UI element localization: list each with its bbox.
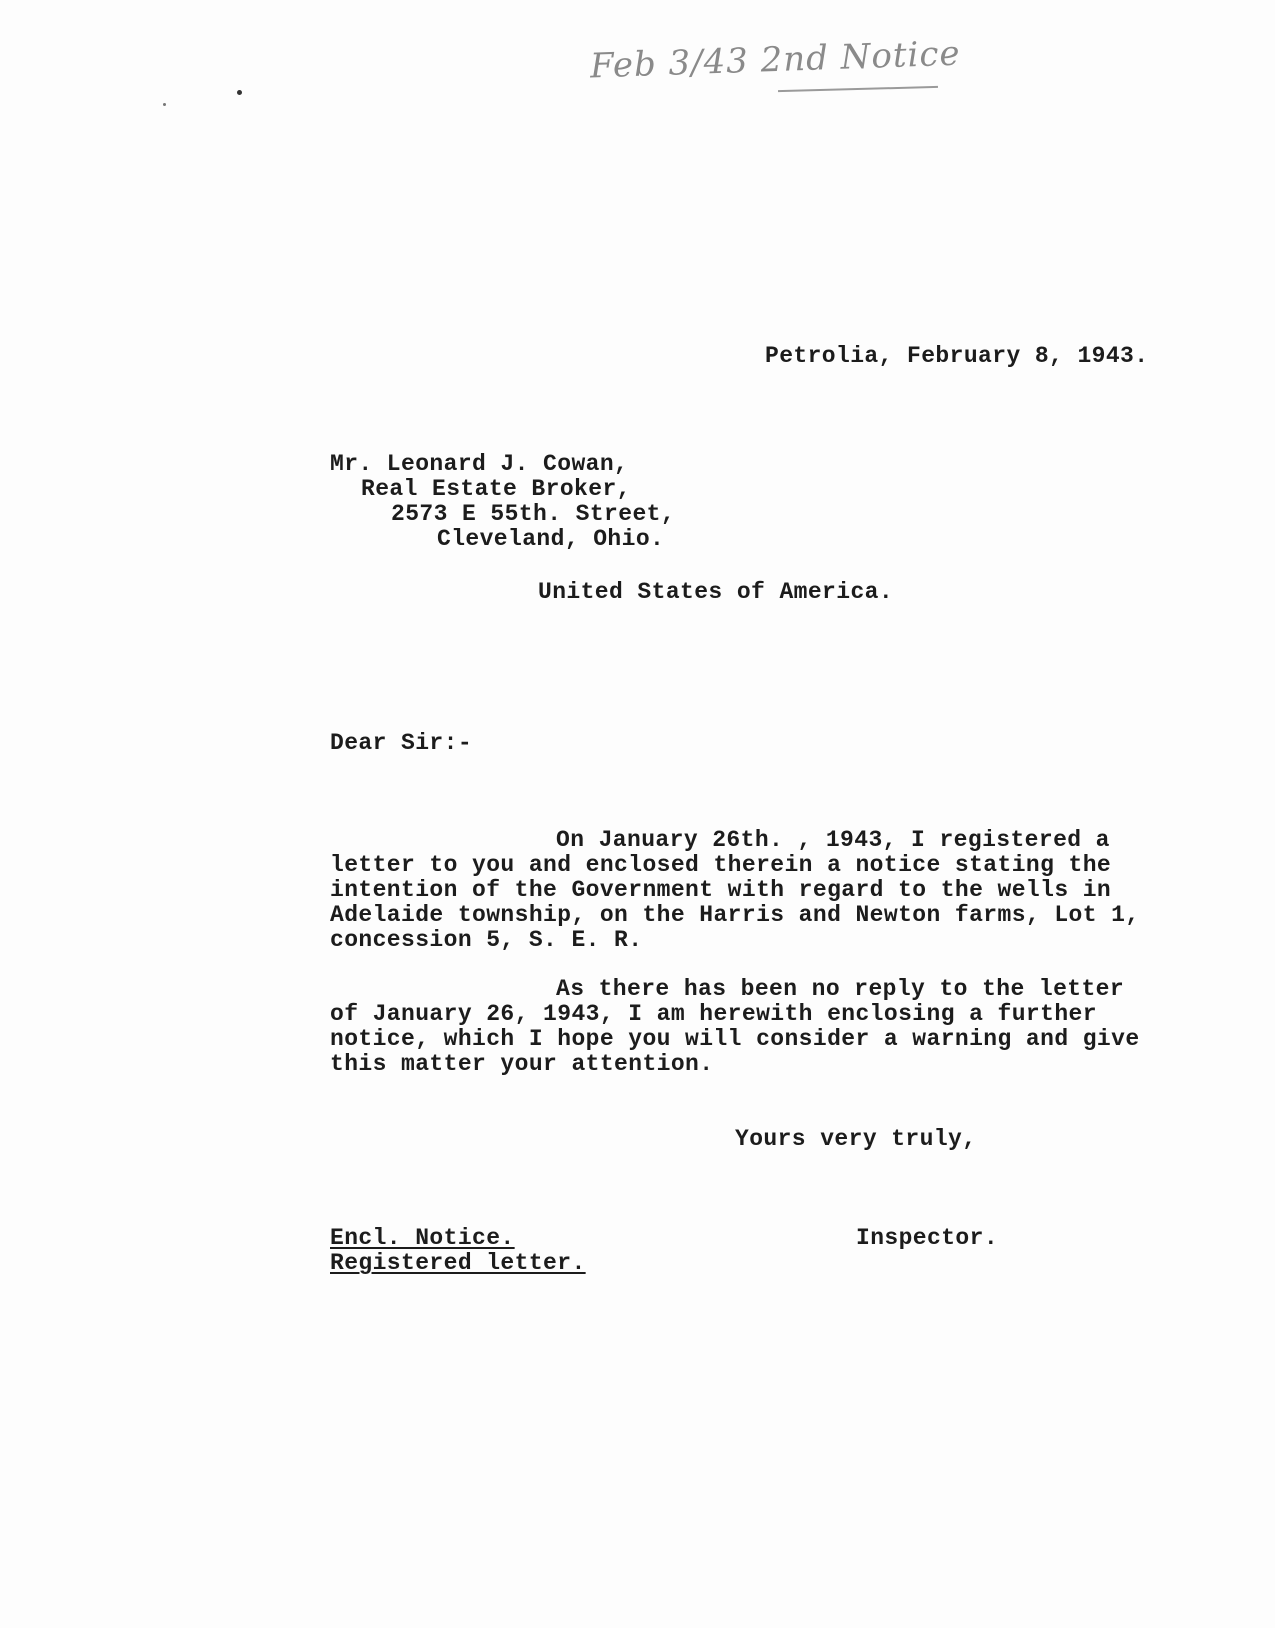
paper-speck <box>163 103 166 106</box>
paragraph2-line: notice, which I hope you will consider a warning and give <box>330 1026 1140 1052</box>
address-country: United States of America. <box>538 579 894 605</box>
paragraph2-line: of January 26, 1943, I am herewith enclosing a further <box>330 1001 1097 1027</box>
paper-speck <box>237 90 242 95</box>
paragraph1-line: Adelaide township, on the Harris and Newton farms, Lot 1, <box>330 902 1140 928</box>
closing: Yours very truly, <box>735 1126 977 1152</box>
paragraph2-line: this matter your attention. <box>330 1051 714 1077</box>
address-street: 2573 E 55th. Street, <box>391 501 676 527</box>
handwritten-annotation: Feb 3/43 2nd Notice <box>589 33 962 87</box>
paragraph2-line: As there has been no reply to the letter <box>556 976 1125 1002</box>
enclosure-registered: Registered letter. <box>330 1250 586 1276</box>
paragraph1-line: intention of the Government with regard to the wells in <box>330 877 1112 903</box>
address-title: Real Estate Broker, <box>361 476 631 502</box>
paragraph1-line: concession 5, S. E. R. <box>330 927 643 953</box>
date-line: Petrolia, February 8, 1943. <box>765 343 1149 369</box>
signature-title: Inspector. <box>856 1225 999 1251</box>
annotation-underline <box>778 86 938 92</box>
address-city: Cleveland, Ohio. <box>437 526 665 552</box>
salutation: Dear Sir:- <box>330 730 473 756</box>
address-name: Mr. Leonard J. Cowan, <box>330 451 629 477</box>
enclosure-notice: Encl. Notice. <box>330 1225 515 1251</box>
paragraph1-line: letter to you and enclosed therein a notice stating the <box>330 852 1112 878</box>
paragraph1-line: On January 26th. , 1943, I registered a <box>556 827 1110 853</box>
